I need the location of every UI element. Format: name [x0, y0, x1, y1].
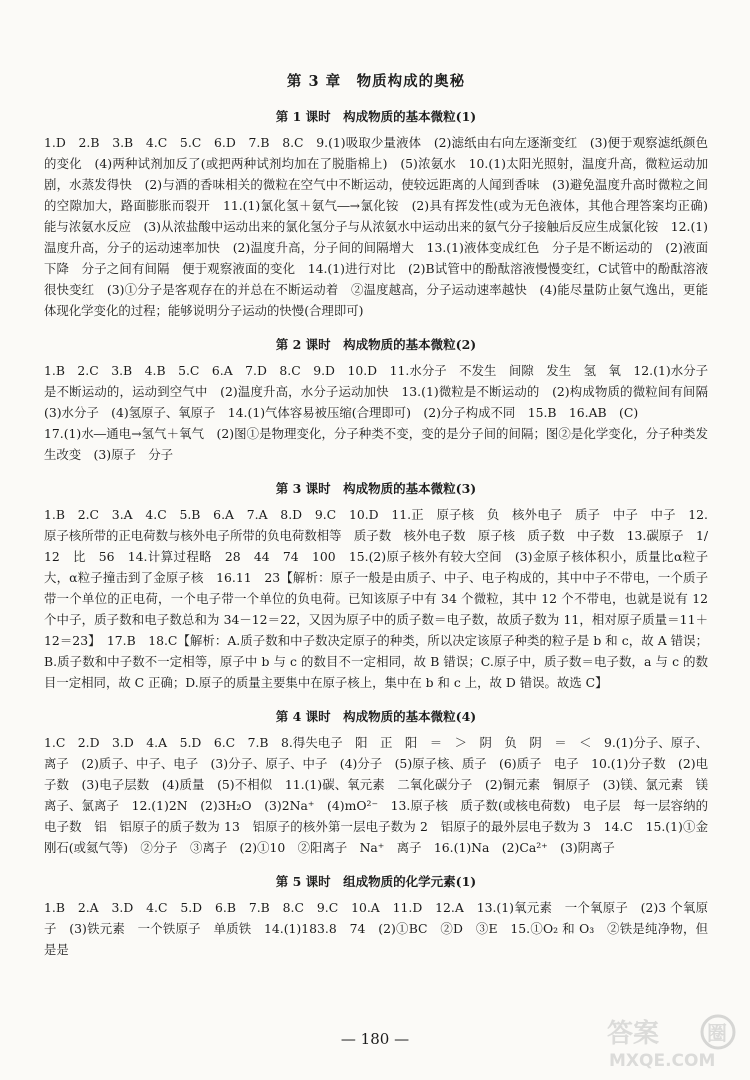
lessons-container	[44, 107, 721, 960]
svg-text:MXQE.COM: MXQE.COM	[609, 1051, 716, 1071]
answer-paragraph: 1.C 2.D 3.D 4.A 5.D 6.C 7.B 8.得失电子 阳 正 阳 ＝ ＞ 阴 负 阴 ＝ ＜ 9.(1)分子、原子、离子 (2)质子、中子、电子 (3)分子、原子、中子 (4)分子 (5)原子核、质子 (6)质子 电子 10.(1)分子数 (2)电子数 (3)电子层数 (4)质量 (5)不相似 11.(1)碳、氧元素 二氧化碳分子 (2)铜元素 铜原子 (3)镁、氯元素 镁离子、氯离子 12.(1)2N (2)3H₂O (3)2Na⁺ (4)mO²⁻ 13.原子核 质子数(或核电荷数) 电子层 每一层容纳的电子数 铝 铝原子的质子数为 13 铝原子的核外第一层电子数为 2 铝原子的最外层电子数为 3 14.C 15.(1)①金刚石(或氦气等) ②分子 ③离子 (2)①10 ②阳离子 Na⁺ 离子 16.(1)Na (2)Ca²⁺ (3)阴离子	[44, 735, 708, 855]
answer-paragraph: 17.(1)水―通电→氢气＋氧气 (2)图①是物理变化，分子种类不变，变的是分子间的间隔；图②是化学变化，分子种类发生改变 (3)原子 分子	[44, 426, 708, 462]
answer-paragraph: 1.B 2.C 3.B 4.B 5.C 6.A 7.D 8.C 9.D 10.D 11.水分子 不发生 间隙 发生 氢 氧 12.(1)水分子是不断运动的，运动到空气中 (2)温度升高，水分子运动加快 13.(1)微粒是不断运动的 (2)构成物质的微粒间有间隔 (3)水分子 (4)氢原子、氧原子 14.(1)气体容易被压缩(合理即可) (2)分子构成不同 15.B 16.AB (C)	[44, 363, 721, 420]
lesson-title: 第 3 课时 构成物质的基本微粒(3)	[275, 481, 477, 496]
svg-text:圈: 圈	[707, 1021, 727, 1045]
lesson-title: 第 5 课时 组成物质的化学元素(1)	[275, 874, 477, 889]
lesson-title: 第 1 课时 构成物质的基本微粒(1)	[275, 109, 477, 124]
answer-paragraph: 1.B 2.A 3.D 4.C 5.D 6.B 7.B 8.C 9.C 10.A 11.D 12.A 13.(1)氧元素 一个氧原子 (2)3 个氧原子 (3)铁元素 一个铁原子 单质铁 14.(1)183.8 74 (2)①BC ②D ③E 15.①O₂ 和 O₃ ②铁是纯净物，但是是	[44, 900, 708, 957]
watermark-logo	[603, 1010, 738, 1072]
lesson-title: 第 2 课时 构成物质的基本微粒(2)	[275, 337, 477, 352]
svg-text:答案: 答案	[607, 1019, 660, 1049]
chapter-title: 第 3 章 物质构成的奥秘	[286, 73, 466, 90]
lesson-title: 第 4 课时 构成物质的基本微粒(4)	[275, 709, 477, 724]
answer-page	[44, 70, 721, 960]
page-number: — 180 —	[340, 1030, 410, 1048]
answer-paragraph: 1.D 2.B 3.B 4.C 5.C 6.D 7.B 8.C 9.(1)吸取少量液体 (2)滤纸由右向左逐渐变红 (3)便于观察滤纸颜色的变化 (4)两种试剂加反了(或把两种试剂均加在了脱脂棉上) (5)浓氨水 10.(1)太阳光照射，温度升高，微粒运动加剧，水蒸发得快 (2)与酒的香味相关的微粒在空气中不断运动，使较远距离的人闻到香味 (3)避免温度升高时微粒之间的空隙加大，路面膨胀而裂开 11.(1)氯化氢＋氨气―→氯化铵 (2)具有挥发性(或为无色液体，其他合理答案均正确) 能与浓氨水反应 (3)从浓盐酸中运动出来的氯化氢分子与从浓氨水中运动出来的氨气分子接触后反应生成氯化铵 12.(1)温度升高，分子的运动速率加快 (2)温度升高，分子间的间隔增大 13.(1)液体变成红色 分子是不断运动的 (2)液面下降 分子之间有间隔 便于观察液面的变化 14.(1)进行对比 (2)B试管中的酚酞溶液慢慢变红，C试管中的酚酞溶液很快变红 (3)①分子是客观存在的并总在不断运动着 ②温度越高，分子运动速率越快 (4)能尽量防止氨气逸出，更能体现化学变化的过程；能够说明分子运动的快慢(合理即可)	[44, 135, 721, 318]
answer-paragraph: 1.B 2.C 3.A 4.C 5.B 6.A 7.A 8.D 9.C 10.D 11.正 原子核 负 核外电子 质子 中子 中子 12.原子核所带的正电荷数与核外电子所带的负电荷数相等 质子数 核外电子数 原子核 质子数 中子数 13.碳原子 1/12 比 56 14.计算过程略 28 44 74 100 15.(2)原子核外有较大空间 (3)金原子核体积小，质量比α粒子大，α粒子撞击到了金原子核 16.11 23【解析：原子一般是由质子、中子、电子构成的，其中中子不带电，一个质子带一个单位的正电荷，一个电子带一个单位的负电荷。已知该原子中有 34 个微粒，其中 12 个不带电，也就是说有 12 个中子，质子数和电子数总和为 34－12＝22，又因为原子中的质子数＝电子数，故质子数为 11，相对原子质量＝11＋12＝23】 17.B 18.C【解析：A.质子数和中子数决定原子的种类，所以决定该原子种类的粒子是 b 和 c，故 A 错误；B.质子数和中子数不一定相等，原子中 b 与 c 的数目不一定相同，故 B 错误；C.原子中，质子数＝电子数，a 与 c 的数目一定相同，故 C 正确；D.原子的质量主要集中在原子核上，集中在 b 和 c 上，故 D 错误。故选 C】	[44, 507, 708, 690]
